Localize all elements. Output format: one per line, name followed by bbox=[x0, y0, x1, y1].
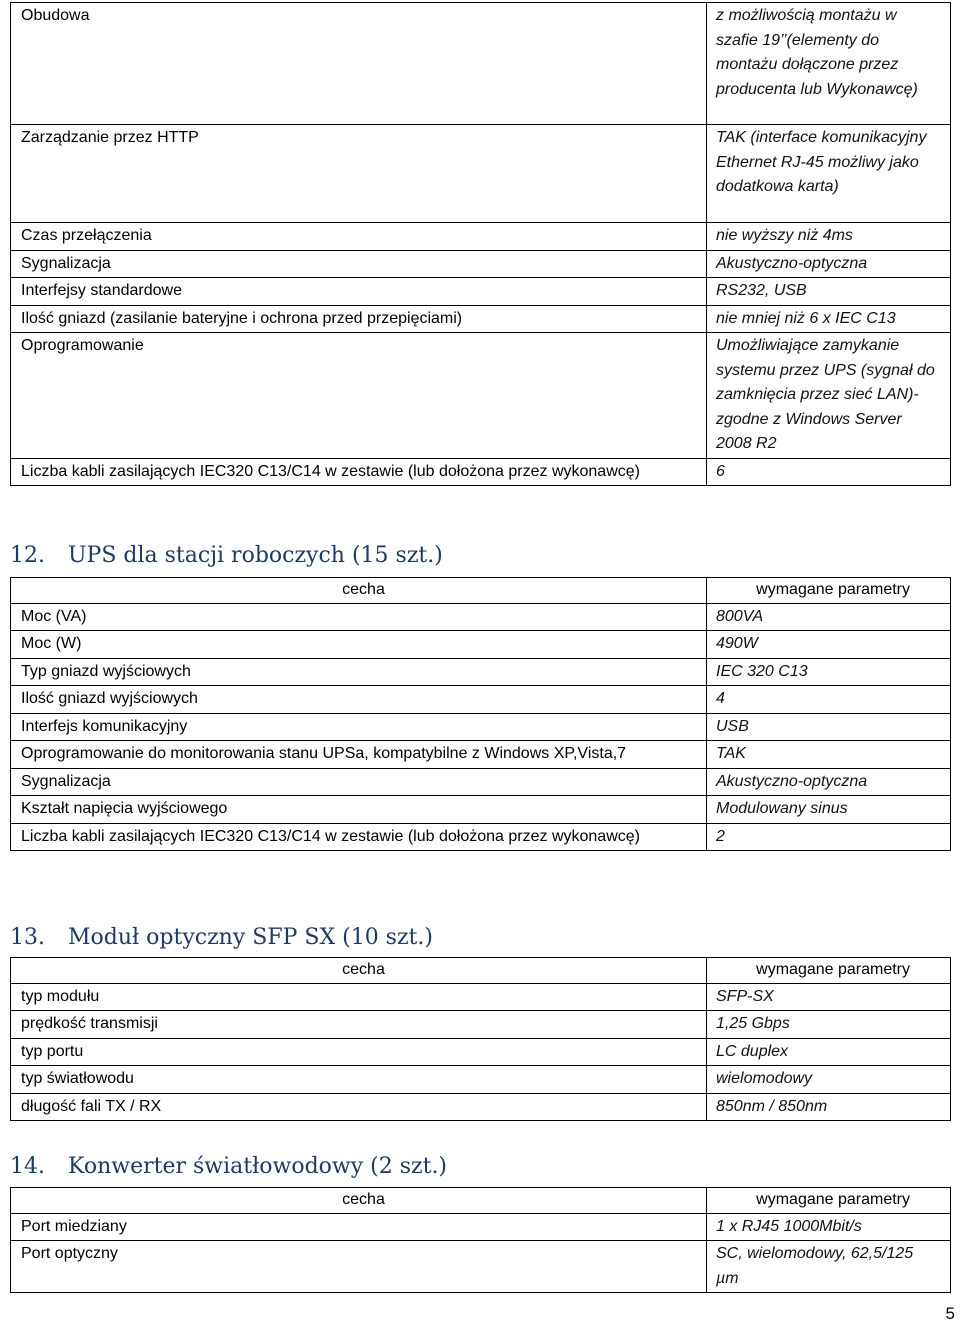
row-label: Interfejs komunikacyjny bbox=[11, 713, 707, 741]
table-row bbox=[11, 713, 951, 741]
row-label: Liczba kabli zasilających IEC320 C13/C14 w zestawie (lub dołożona przez wykonawcę) bbox=[11, 458, 707, 486]
row-value: nie mniej niż 6 x IEC C13 bbox=[707, 305, 951, 333]
row-value: 6 bbox=[707, 458, 951, 486]
table-row bbox=[11, 1213, 951, 1241]
section-title: UPS dla stacji roboczych (15 szt.) bbox=[68, 543, 443, 568]
row-value: LC duplex bbox=[707, 1038, 951, 1066]
row-value: SC, wielomodowy, 62,5/125 µm bbox=[707, 1241, 951, 1293]
table-row bbox=[11, 603, 951, 631]
table-row bbox=[11, 1093, 951, 1121]
row-label: Port miedziany bbox=[11, 1213, 707, 1241]
row-value: Umożliwiające zamykanie systemu przez UPS (sygnał do zamknięcia przez sieć LAN)-zgodne z Windows Server 2008 R2 bbox=[707, 333, 951, 459]
table-row bbox=[11, 983, 951, 1011]
table-row bbox=[11, 1241, 951, 1293]
section-number: 14. bbox=[10, 1154, 45, 1179]
row-value: z możliwością montażu w szafie 19’’(elementy do montażu dołączone przez producenta lub Wykonawcę) bbox=[707, 3, 951, 125]
row-value: 850nm / 850nm bbox=[707, 1093, 951, 1121]
row-value: SFP-SX bbox=[707, 983, 951, 1011]
row-label: Czas przełączenia bbox=[11, 223, 707, 251]
fiber-converter-table bbox=[10, 1187, 951, 1293]
page-number: 5 bbox=[945, 1304, 955, 1323]
row-label: Ilość gniazd wyjściowych bbox=[11, 686, 707, 714]
table-row bbox=[11, 1038, 951, 1066]
row-value: TAK bbox=[707, 741, 951, 769]
row-label: Kształt napięcia wyjściowego bbox=[11, 796, 707, 824]
table-row bbox=[11, 125, 951, 223]
ups-workstation-table bbox=[10, 577, 951, 851]
sfp-module-table bbox=[10, 957, 951, 1121]
row-label: Typ gniazd wyjściowych bbox=[11, 658, 707, 686]
table-row bbox=[11, 658, 951, 686]
header-params: wymagane parametry bbox=[707, 958, 951, 984]
row-label: Oprogramowanie do monitorowania stanu UPSa, kompatybilne z Windows XP,Vista,7 bbox=[11, 741, 707, 769]
row-value: TAK (interface komunikacyjny Ethernet RJ-45 możliwy jako dodatkowa karta) bbox=[707, 125, 951, 223]
row-value: 490W bbox=[707, 631, 951, 659]
row-label: Sygnalizacja bbox=[11, 768, 707, 796]
table-row bbox=[11, 278, 951, 306]
row-label: Moc (VA) bbox=[11, 603, 707, 631]
row-value: 1 x RJ45 1000Mbit/s bbox=[707, 1213, 951, 1241]
row-label: Moc (W) bbox=[11, 631, 707, 659]
row-value: 4 bbox=[707, 686, 951, 714]
row-label: Interfejsy standardowe bbox=[11, 278, 707, 306]
row-label: Obudowa bbox=[11, 3, 707, 125]
table-row bbox=[11, 741, 951, 769]
row-label: typ modułu bbox=[11, 983, 707, 1011]
table-row bbox=[11, 3, 951, 125]
row-value: Modulowany sinus bbox=[707, 796, 951, 824]
section-heading-14 bbox=[10, 1154, 447, 1179]
table-row bbox=[11, 250, 951, 278]
table-row bbox=[11, 458, 951, 486]
table-header-row bbox=[11, 958, 951, 984]
section-number: 12. bbox=[10, 543, 45, 568]
header-params: wymagane parametry bbox=[707, 578, 951, 604]
row-label: Sygnalizacja bbox=[11, 250, 707, 278]
row-value: Akustyczno-optyczna bbox=[707, 768, 951, 796]
row-label: typ portu bbox=[11, 1038, 707, 1066]
table-row bbox=[11, 305, 951, 333]
row-label: typ światłowodu bbox=[11, 1066, 707, 1094]
row-label: Liczba kabli zasilających IEC320 C13/C14 w zestawie (lub dołożona przez wykonawcę) bbox=[11, 823, 707, 851]
section-title: Konwerter światłowodowy (2 szt.) bbox=[68, 1154, 448, 1179]
table-row bbox=[11, 631, 951, 659]
row-label: Zarządzanie przez HTTP bbox=[11, 125, 707, 223]
section-heading-12 bbox=[10, 543, 443, 568]
row-value: RS232, USB bbox=[707, 278, 951, 306]
row-label: prędkość transmisji bbox=[11, 1011, 707, 1039]
header-feature: cecha bbox=[11, 1188, 707, 1214]
table-row bbox=[11, 223, 951, 251]
section-number: 13. bbox=[10, 925, 45, 950]
section-heading-13 bbox=[10, 925, 433, 950]
table-header-row bbox=[11, 578, 951, 604]
row-label: Ilość gniazd (zasilanie bateryjne i ochrona przed przepięciami) bbox=[11, 305, 707, 333]
table-row bbox=[11, 1011, 951, 1039]
header-feature: cecha bbox=[11, 958, 707, 984]
row-label: długość fali TX / RX bbox=[11, 1093, 707, 1121]
table-row bbox=[11, 1066, 951, 1094]
header-feature: cecha bbox=[11, 578, 707, 604]
row-value: USB bbox=[707, 713, 951, 741]
row-label: Port optyczny bbox=[11, 1241, 707, 1293]
row-value: 2 bbox=[707, 823, 951, 851]
row-value: nie wyższy niż 4ms bbox=[707, 223, 951, 251]
row-value: 800VA bbox=[707, 603, 951, 631]
table-header-row bbox=[11, 1188, 951, 1214]
section-title: Moduł optyczny SFP SX (10 szt.) bbox=[68, 925, 433, 950]
table-row bbox=[11, 333, 951, 459]
table-row bbox=[11, 823, 951, 851]
row-value: wielomodowy bbox=[707, 1066, 951, 1094]
header-params: wymagane parametry bbox=[707, 1188, 951, 1214]
table-row bbox=[11, 768, 951, 796]
row-value: IEC 320 C13 bbox=[707, 658, 951, 686]
table-row bbox=[11, 796, 951, 824]
ups-spec-table bbox=[10, 2, 951, 486]
row-label: Oprogramowanie bbox=[11, 333, 707, 459]
row-value: Akustyczno-optyczna bbox=[707, 250, 951, 278]
table-row bbox=[11, 686, 951, 714]
row-value: 1,25 Gbps bbox=[707, 1011, 951, 1039]
